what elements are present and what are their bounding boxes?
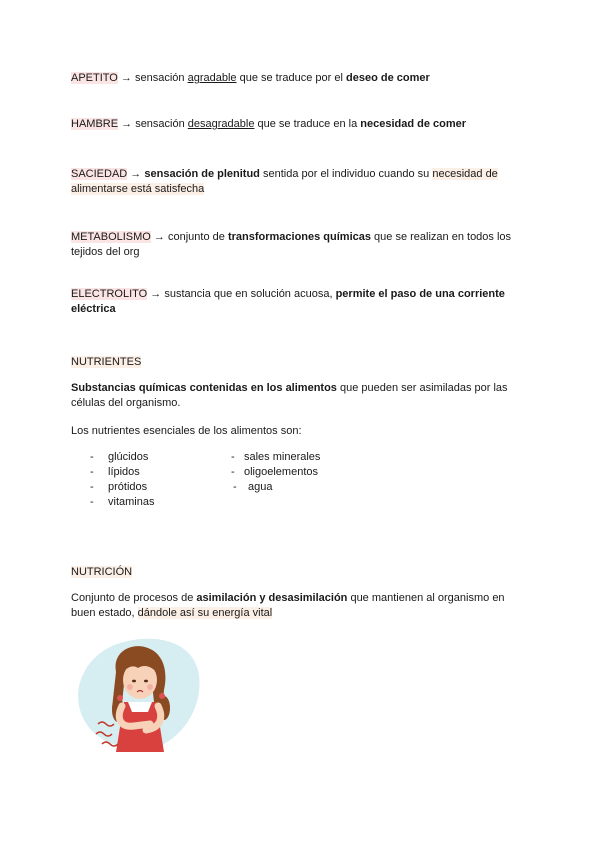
list-item-label: sales minerales (244, 451, 321, 463)
list-item (231, 465, 320, 480)
list-item-label: prótidos (108, 481, 148, 493)
section-heading-nutrientes (71, 355, 521, 370)
girl-stomachache-icon (72, 632, 202, 754)
bold-text: asimilación y desasimilación (196, 592, 348, 604)
text: sentida por el individuo cuando su (259, 168, 433, 180)
girl-stomachache-illustration (72, 632, 202, 754)
list-item (90, 495, 154, 510)
section-heading-nutricion (71, 565, 521, 580)
underlined-text: desagradable (187, 118, 255, 130)
dash: - (90, 466, 94, 478)
bold-text: permite el paso de una corriente eléctrica (71, 288, 505, 315)
term-saciedad: SACIEDAD (71, 168, 128, 180)
dash: - (90, 451, 94, 463)
text: sensación (135, 118, 188, 130)
bold-text: transformaciones químicas (227, 231, 371, 243)
text: que mantienen al organismo en buen estado, (71, 592, 505, 619)
list-item (231, 480, 320, 495)
underlined-text: agradable (187, 72, 237, 84)
text: que se traduce por el (236, 72, 346, 84)
term-electrolito: ELECTROLITO (71, 288, 148, 300)
list-item-label: lípidos (108, 466, 140, 478)
dash: - (90, 481, 94, 493)
definition-apetito (71, 71, 521, 86)
list-item (90, 465, 154, 480)
text: Conjunto de procesos de (71, 592, 197, 604)
nutrientes-definition (71, 381, 519, 411)
dash: - (233, 481, 237, 493)
dash: - (90, 496, 94, 508)
arrow: → (118, 118, 136, 130)
text: sensación (135, 72, 188, 84)
nutrientes-intro: Los nutrientes esenciales de los alimentos son: (71, 425, 302, 437)
text: que se realizan en todos los tejidos del org (71, 231, 512, 258)
dash: - (231, 466, 235, 478)
heading-text: NUTRICIÓN (71, 566, 133, 578)
highlighted-text: necesidad de alimentarse está satisfecha (71, 168, 498, 195)
bold-text: Substancias químicas contenidas en los alimentos (71, 382, 337, 394)
arrow: → (127, 168, 145, 180)
arrow: → (147, 288, 165, 300)
list-item-label: agua (248, 481, 273, 493)
definition-hambre (71, 117, 521, 132)
list-item (231, 450, 320, 465)
highlighted-text: dándole así su energía vital (137, 607, 273, 619)
term-metabolismo: METABOLISMO (71, 231, 151, 243)
list-item-label: oligoelementos (244, 466, 318, 478)
arrow: → (150, 231, 168, 243)
nutricion-definition (71, 591, 516, 621)
list-item-label: vitaminas (108, 496, 155, 508)
bold-text: sensación de plenitud (144, 168, 260, 180)
definition-electrolito (71, 287, 516, 317)
bold-text: deseo de comer (346, 72, 430, 84)
heading-text: NUTRIENTES (71, 356, 142, 368)
arrow: → (117, 72, 135, 84)
nutrient-list-column-2 (231, 450, 320, 495)
term-apetito: APETITO (71, 72, 118, 84)
list-item-label: glúcidos (108, 451, 149, 463)
dash: - (231, 451, 235, 463)
text: conjunto de (168, 231, 228, 243)
list-item (90, 450, 154, 465)
term-hambre: HAMBRE (71, 118, 119, 130)
list-item (90, 480, 154, 495)
text: sustancia que en solución acuosa, (164, 288, 336, 300)
definition-saciedad (71, 167, 511, 197)
nutrient-list-column-1 (90, 450, 154, 510)
text: que pueden ser asimiladas por las células del organismo. (71, 382, 508, 409)
text: que se traduce en la (254, 118, 361, 130)
bold-text: necesidad de comer (360, 118, 467, 130)
definition-metabolismo (71, 230, 519, 260)
